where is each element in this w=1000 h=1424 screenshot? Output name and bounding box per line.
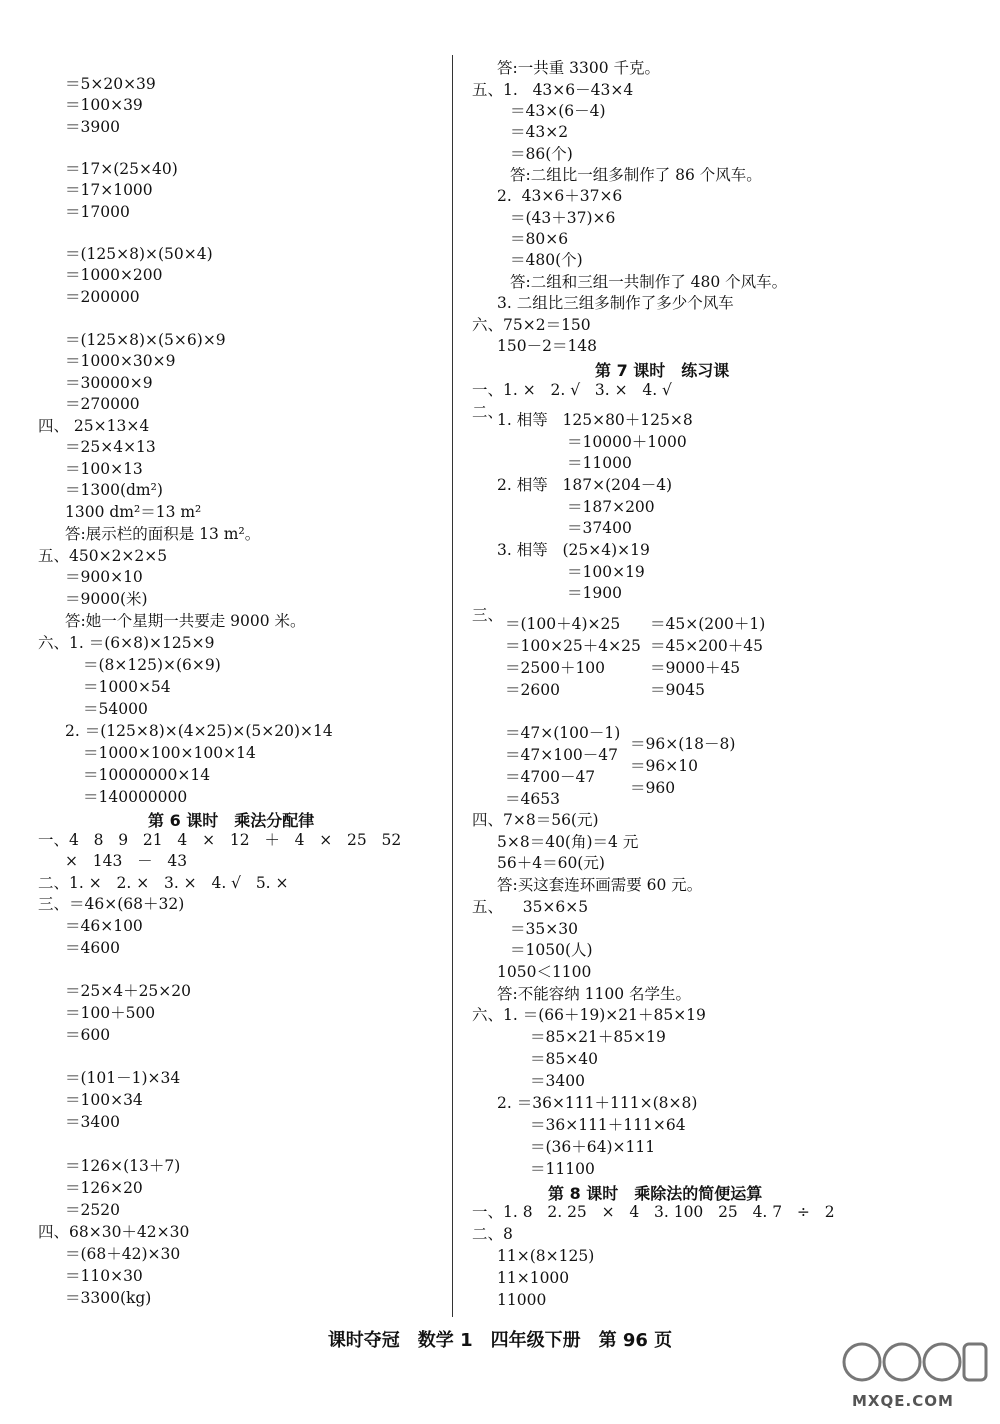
right-line-55: ＝36×111＋111×64 [530,1116,686,1134]
left-line-27: 2. ＝(125×8)×(4×25)×(5×20)×14 [65,722,333,740]
right-line-19: 2. 相等 187×(204－4) [497,476,673,494]
left-line-16: ＝1300(dm²) [65,481,163,499]
right-line-2: ＝43×(6－4) [510,102,606,120]
left-line-40: ＝(101－1)×34 [65,1069,181,1087]
left-line-11: ＝30000×9 [65,374,153,392]
right-line-34: ＝47×(100－1) [505,724,621,742]
right-line-7: ＝(43＋37)×6 [510,209,616,227]
right-line-62: 11000 [497,1291,547,1309]
left-line-39: ＝600 [65,1026,111,1044]
right-line-57: ＝11100 [530,1160,595,1178]
right-line-6: 2. 43×6＋37×6 [497,187,623,205]
left-line-7: ＝1000×200 [65,266,163,284]
right-line-24: ＝1900 [567,584,622,602]
right-line-37: ＝4653 [505,790,560,808]
left-line-34: 三、＝46×(68＋32) [38,895,185,913]
right-line-14: 一、1. × 2. √ 3. × 4. √ [472,381,672,399]
left-line-37: ＝25×4＋25×20 [65,982,192,1000]
left-line-38: ＝100＋500 [65,1004,156,1022]
right-line-53: ＝3400 [530,1072,585,1090]
right-line-23: ＝100×19 [567,563,645,581]
right-line-59: 二、8 [472,1225,513,1243]
left-line-46: 四、68×30＋42×30 [38,1223,190,1241]
left-line-10: ＝1000×30×9 [65,352,176,370]
page-footer: 课时夺冠 数学 1 四年级下册 第 96 页 [327,1330,673,1351]
right-line-3: ＝43×2 [510,123,569,141]
right-line-41: 四、7×8＝56(元) [472,811,599,829]
right-line-13: 150－2＝148 [497,337,598,355]
left-line-2: ＝3900 [65,118,120,136]
right-line-46: ＝35×30 [510,920,578,938]
right-line-43: 56＋4＝60(元) [497,854,605,872]
left-line-19: 五、450×2×2×5 [38,547,168,565]
right-line-8: ＝80×6 [510,230,569,248]
right-line-33: ＝9045 [650,681,705,699]
left-line-49: ＝3300(kg) [65,1289,152,1307]
right-line-5: 答:二组比一组多制作了 86 个风车。 [510,166,762,184]
right-line-17: ＝10000＋1000 [567,433,687,451]
right-line-29: ＝2600 [505,681,560,699]
left-line-8: ＝200000 [65,288,140,306]
right-line-50: 六、1. ＝(66＋19)×21＋85×19 [472,1006,706,1024]
left-line-29: ＝10000000×14 [83,766,211,784]
left-line-48: ＝110×30 [65,1267,143,1285]
right-line-15: 二、 [472,403,504,421]
right-line-42: 5×8＝40(角)＝4 元 [497,833,639,851]
left-line-17: 1300 dm²＝13 m² [65,503,202,521]
left-line-25: ＝1000×54 [83,678,171,696]
right-line-48: 1050＜1100 [497,963,592,981]
left-line-5: ＝17000 [65,203,130,221]
right-line-10: 答:二组和三组一共制作了 480 个风车。 [510,273,788,291]
right-line-49: 答:不能容纳 1100 名学生。 [497,985,692,1003]
right-line-54: 2. ＝36×111＋111×(8×8) [497,1094,698,1112]
right-line-11: 3. 二组比三组多制作了多少个风车 [497,294,734,312]
right-line-38: ＝96×(18－8) [630,735,736,753]
right-line-52: ＝85×40 [530,1050,598,1068]
right-line-40: ＝960 [630,779,676,797]
left-line-33: 二、1. × 2. × 3. × 4. √ 5. × [38,874,289,892]
left-line-4: ＝17×1000 [65,181,153,199]
left-line-20: ＝900×10 [65,568,143,586]
left-line-22: 答:她一个星期一共要走 9000 米。 [65,612,306,630]
right-line-26: ＝(100＋4)×25 [505,615,621,633]
left-line-18: 答:展示栏的面积是 13 m²。 [65,525,261,543]
right-line-51: ＝85×21＋85×19 [530,1028,666,1046]
right-line-18: ＝11000 [567,454,632,472]
right-line-20: ＝187×200 [567,498,655,516]
left-line-32: × 143 － 43 [65,852,188,870]
left-line-35: ＝46×100 [65,917,143,935]
left-line-12: ＝270000 [65,395,140,413]
left-line-30: ＝140000000 [83,788,188,806]
right-line-39: ＝96×10 [630,757,698,775]
left-line-6: ＝(125×8)×(50×4) [65,245,213,263]
right-line-47: ＝1050(人) [510,941,593,959]
right-line-35: ＝47×100－47 [505,746,619,764]
right-line-0: 答:一共重 3300 千克。 [497,59,661,77]
left-line-9: ＝(125×8)×(5×6)×9 [65,331,226,349]
left-line-21: ＝9000(米) [65,590,148,608]
right-line-21: ＝37400 [567,519,632,537]
right-line-4: ＝86(个) [510,145,573,163]
left-line-43: ＝126×(13＋7) [65,1157,181,1175]
right-line-31: ＝45×200＋45 [650,637,764,655]
right-line-36: ＝4700－47 [505,768,596,786]
right-line-12: 六、75×2＝150 [472,316,591,334]
left-line-13: 四、 25×13×4 [38,417,150,435]
right-line-9: ＝480(个) [510,251,583,269]
right-line-56: ＝(36＋64)×111 [530,1138,656,1156]
right-line-22: 3. 相等 (25×4)×19 [497,541,650,559]
left-line-3: ＝17×(25×40) [65,160,178,178]
right-line-28: ＝2500＋100 [505,659,606,677]
right-line-58: 一、1. 8 2. 25 × 4 3. 100 25 4. 7 ÷ 2 [472,1203,835,1221]
left-line-47: ＝(68＋42)×30 [65,1245,181,1263]
left-line-26: ＝54000 [83,700,148,718]
right-line-44: 答:买这套连环画需要 60 元。 [497,876,703,894]
right-line-1: 五、1. 43×6－43×4 [472,81,634,99]
right-line-27: ＝100×25＋4×25 [505,637,641,655]
left-line-14: ＝25×4×13 [65,438,156,456]
section-heading-1: 第 8 课时 乘除法的简便运算 [548,1184,763,1203]
left-line-45: ＝2520 [65,1201,120,1219]
left-line-28: ＝1000×100×100×14 [83,744,256,762]
column-divider [452,55,453,1317]
left-line-44: ＝126×20 [65,1179,143,1197]
left-line-42: ＝3400 [65,1113,120,1131]
section-heading-0: 第 6 课时 乘法分配律 [148,811,315,830]
watermark-text: MXQE.COM [852,1392,954,1410]
left-line-36: ＝4600 [65,939,120,957]
left-line-31: 一、4 8 9 21 4 × 12 ＋ 4 × 25 52 [38,831,402,849]
section-heading-0: 第 7 课时 练习课 [595,361,730,380]
right-line-25: 三、 [472,606,504,624]
right-line-61: 11×1000 [497,1269,570,1287]
left-line-15: ＝100×13 [65,460,143,478]
left-line-1: ＝100×39 [65,96,143,114]
left-line-0: ＝5×20×39 [65,75,156,93]
left-line-41: ＝100×34 [65,1091,143,1109]
left-line-24: ＝(8×125)×(6×9) [83,656,221,674]
right-line-32: ＝9000＋45 [650,659,741,677]
left-line-23: 六、1. ＝(6×8)×125×9 [38,634,215,652]
right-line-60: 11×(8×125) [497,1247,595,1265]
right-line-45: 五、 35×6×5 [472,898,589,916]
right-line-30: ＝45×(200＋1) [650,615,766,633]
right-line-16: 1. 相等 125×80＋125×8 [497,411,693,429]
